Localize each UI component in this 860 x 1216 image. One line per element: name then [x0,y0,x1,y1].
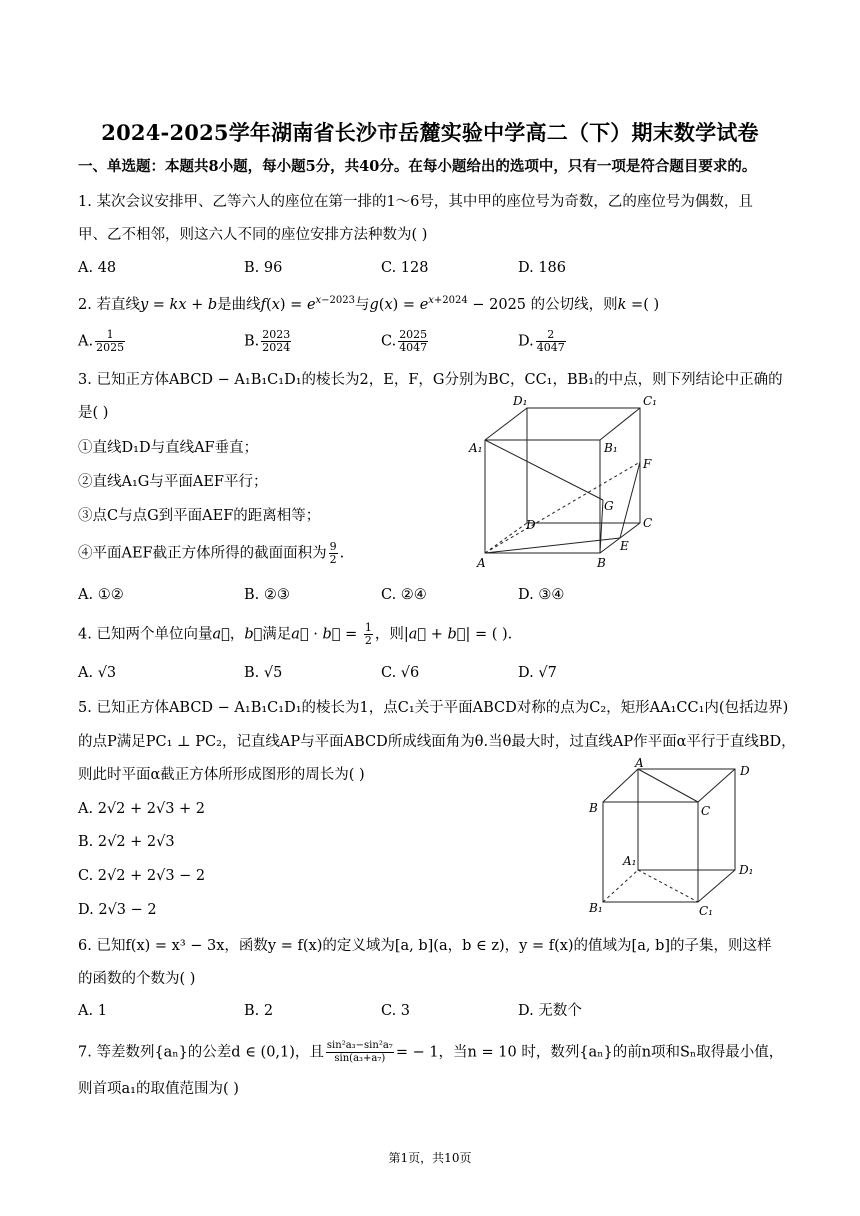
q1-option-d: D. 186 [518,260,567,276]
q2-option-a: A. $\frac{1}{2025}$ [78,328,125,354]
q2-text-a: 2. 若直线 [78,296,140,313]
q6-option-c: C. 3 [381,1003,411,1019]
q4-option-b: B. √5 [244,665,283,681]
q3-cube-front-face [485,440,600,553]
q3-label-c1: C₁ [643,394,657,408]
q5-label-b1: B₁ [589,901,603,915]
q3-label-g: G [604,499,614,513]
q4-stem: 4. 已知两个单位向量a⃗，b⃗满足a⃗ · b⃗ = $\frac{1}{2}$ ，则|a⃗ + b⃗| = ( ). [78,621,513,647]
q2-text-d: 的公切线，则 [530,296,618,313]
q2-stem: 2. 若直线y = kx + b是曲线$f(x) = e^{x-2023}$与$g(x) = e^{x+2024} - 2025$ 的公切线，则k =( ) [78,295,660,313]
q2-text-c: 与 [355,296,370,313]
q5-label-d1: D₁ [739,863,754,877]
q3-statement-1: ①直线D₁D与直线AF垂直； [78,440,259,456]
q4-option-a: A. √3 [78,665,117,681]
q1-option-b: B. 96 [244,260,283,276]
q1-option-a: A. 48 [78,260,117,276]
q3-label-f: F [643,457,652,471]
q5-option-a: A. 2√2 + 2√3 + 2 [78,801,206,817]
q5-cube-figure [585,757,765,922]
q6-line2: 的函数的个数为( ) [78,971,196,987]
q5-label-b: B [589,801,598,815]
q3-label-b: B [597,556,606,570]
q5-label-d: D [740,764,750,778]
q6-option-a: A. 1 [78,1003,107,1019]
q3-cube-back-face [527,408,640,523]
q1-line1: 1. 某次会议安排甲、乙等六人的座位在第一排的1～6号，其中甲的座位号为奇数，乙的座位号为偶数，且 [78,194,753,210]
q5-option-d: D. 2√3 − 2 [78,902,157,918]
q5-option-c: C. 2√2 + 2√3 − 2 [78,868,206,884]
q3-statement-2: ②直线A₁G与平面AEF平行； [78,474,268,490]
q6-line1: 6. 已知f(x) = x³ − 3x，函数y = f(x)的定义域为[a, b](a，b ∈ z)，y = f(x)的值域为[a, b]的子集，则这样 [78,938,772,954]
q3-label-a1: A₁ [469,441,483,455]
q3-option-a: A. ①② [78,587,124,603]
q3-label-a: A [477,556,486,570]
section-heading: 一、单选题：本题共8小题，每小题5分，共40分。在每小题给出的选项中，只有一项是符合题目要求的。 [78,158,757,175]
q3-line1: 3. 已知正方体ABCD − A₁B₁C₁D₁的棱长为2，E，F，G分别为BC，CC₁，BB₁的中点，则下列结论中正确的 [78,372,783,388]
q7-line2: 则首项a₁的取值范围为( ) [78,1081,239,1097]
q2-text-e: ( ) [643,296,660,313]
q5-line2: 的点P满足PC₁ ⊥ PC₂，记直线AP与平面ABCD所成线面角为θ.当θ最大时，过直线AP作平面α平行于直线BD， [78,734,796,750]
q2-text-b: 是曲线 [217,296,261,313]
q2-option-c: C. $\frac{2025}{4047}$ [381,328,428,354]
q3-cube-figure [465,390,665,575]
q4-option-d: D. √7 [518,665,557,681]
q5-cube-back-face [638,769,735,870]
q3-statement-4: ④平面AEF截正方体所得的截面面积为 $\frac{9}{2}$ . [78,540,345,566]
q3-label-c: C [643,516,653,530]
q3-line2: 是( ) [78,405,109,421]
page-title: 2024-2025学年湖南省长沙市岳麓实验中学高二（下）期末数学试卷 [101,120,759,145]
q3-statement-3: ③点C与点G到平面AEF的距离相等； [78,508,321,524]
q3-label-b1: B₁ [604,441,618,455]
q3-label-d: D [526,518,536,532]
q1-option-c: C. 128 [381,260,429,276]
q7-stem: 7. 等差数列{aₙ}的公差d ∈ (0,1)，且 $\frac{\text{sin²a₃−sin²a₇}}{\text{sin(a₃+a₇)}}$ = − 1，当n = 10 时，数列{aₙ}的前n项和Sₙ取得最小值， [78,1040,784,1064]
q5-option-b: B. 2√2 + 2√3 [78,834,175,850]
q3-option-c: C. ②④ [381,587,427,603]
q6-option-d: D. 无数个 [518,1003,582,1019]
q3-label-e: E [620,539,629,553]
q5-line1: 5. 已知正方体ABCD − A₁B₁C₁D₁的棱长为1，点C₁关于平面ABCD对称的点为C₂，矩形AA₁CC₁内(包括边界) [78,700,789,716]
q3-option-d: D. ③④ [518,587,565,603]
q5-cube-front-face [603,802,698,902]
q3-option-b: B. ②③ [244,587,290,603]
q3-label-d1: D₁ [513,394,528,408]
q4-option-c: C. √6 [381,665,420,681]
q5-label-c: C [701,804,711,818]
q5-label-a1: A₁ [623,854,637,868]
page-footer: 第1页，共10页 [388,1151,472,1165]
q2-option-b: B. $\frac{2023}{2024}$ [244,328,291,354]
q5-label-a: A [635,757,644,770]
q5-line3: 则此时平面α截正方体所形成图形的周长为( ) [78,767,365,783]
q5-label-c1: C₁ [699,904,713,918]
q2-option-d: D. $\frac{2}{4047}$ [518,328,565,354]
q1-line2: 甲、乙不相邻，则这六人不同的座位安排方法种数为( ) [78,227,428,243]
q6-option-b: B. 2 [244,1003,274,1019]
